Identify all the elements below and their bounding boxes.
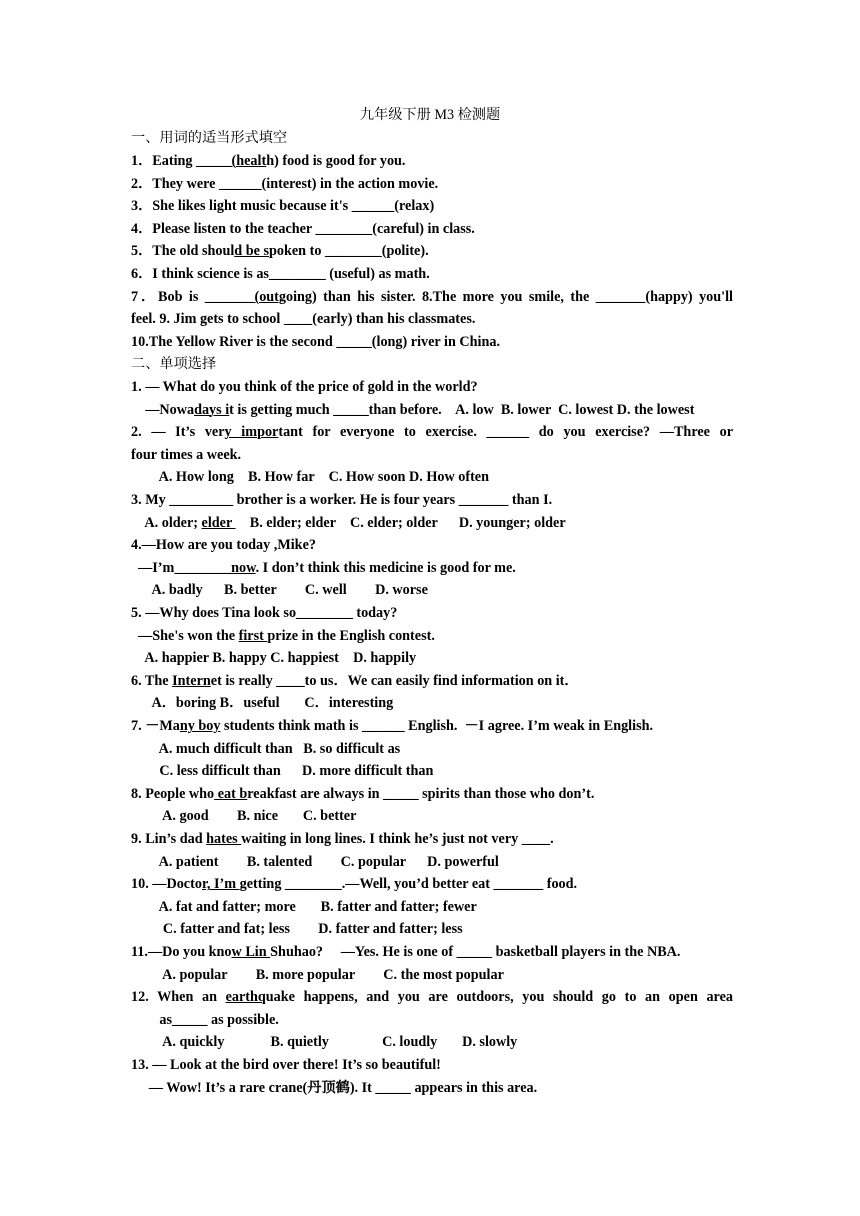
question-line: [131, 873, 733, 896]
question-line: [131, 466, 733, 489]
underlined-text: d be s: [234, 243, 269, 260]
line-text: A. quickly B. quietly C. loudly D. slowly: [131, 1034, 518, 1051]
line-text: 11.—Do you kno: [131, 944, 232, 960]
line-text: waiting in long lines. I think he’s just not very ____.: [241, 831, 554, 847]
question-line: [131, 534, 733, 557]
line-text: 10.The Yellow River is the second _____(long) river in China.: [131, 333, 501, 350]
line-text: A. patient B. talented C. popular D. powerful: [131, 853, 499, 870]
line-text: A．boring B．useful C．interesting: [131, 695, 394, 712]
document-title: 九年级下册 M3 检测题: [359, 107, 501, 123]
question-line: [131, 918, 733, 941]
line-text: 2. — It’s ver: [131, 424, 225, 441]
line-text: B. elder; elder C. elder; older D. younger; older: [235, 514, 566, 531]
line-text: h) food is good for you.: [266, 153, 406, 169]
line-text: 9. Lin’s dad: [131, 831, 207, 847]
line-text: 3．She likes light music because it's ______(relax): [131, 198, 435, 215]
line-text: A. happier B. happy C. happiest D. happily: [131, 650, 417, 667]
question-line: [131, 195, 733, 218]
line-text: —I’m______: [131, 559, 217, 576]
line-text: 6．I think science is as________ (useful) as math.: [131, 266, 430, 282]
line-text: oing) than his sister. 8.The more you smile, the _______(happy) you'll: [286, 288, 733, 305]
line-text: 12. When an: [131, 989, 226, 1006]
line-text: . I don’t think this medicine is good for me.: [255, 559, 516, 576]
question-line: [131, 1009, 733, 1032]
question-line: [131, 986, 733, 1009]
question-line: [131, 218, 733, 241]
question-line: [131, 1031, 733, 1054]
underlined-text: ny boy: [179, 718, 221, 734]
line-text: 7. －Ma: [131, 718, 180, 734]
question-line: [131, 308, 733, 331]
question-line: [131, 851, 733, 874]
line-text: getting ________.—Well, you’d better eat _______ food.: [239, 876, 578, 893]
question-line: [131, 738, 733, 761]
line-text: 8. People who: [131, 785, 215, 802]
line-text: C. fatter and fat; less D. fatter and fatter; less: [131, 921, 463, 938]
question-line: [131, 579, 733, 602]
question-line: [131, 286, 733, 309]
line-text: A. How long B. How far C. How soon D. How often: [131, 469, 489, 486]
line-text: students think math is ______ English. －I agree. I’m weak in English.: [220, 718, 654, 734]
line-text: 1. — What do you think of the price of gold in the world?: [131, 379, 478, 395]
line-text: as_____ as possible.: [131, 1011, 279, 1028]
underlined-text: r, I’m: [201, 876, 240, 893]
line-text: — Wow! It’s a rare crane(丹顶鹤). It _____ appears in this area.: [131, 1079, 538, 1096]
question-line: [131, 263, 733, 286]
question-line: [131, 828, 733, 851]
question-line: [131, 1054, 733, 1077]
line-text: feel. 9. Jim gets to school ____(early) than his classmates.: [131, 311, 476, 328]
line-text: —Nowa: [131, 401, 195, 418]
line-text: A. popular B. more popular C. the most popular: [131, 966, 504, 983]
line-text: t is getting much _____than before. A. low B. lower C. lowest D. the lowest: [229, 401, 695, 418]
question-line: [131, 557, 733, 580]
question-line: [131, 783, 733, 806]
line-text: 5. —Why does Tina look so________ today?: [131, 605, 398, 621]
line-text: poken to ________(polite).: [269, 243, 429, 260]
question-line: [131, 602, 733, 625]
question-line: [131, 896, 733, 919]
line-text: A. much difficult than B. so difficult as: [131, 740, 401, 757]
question-line: [131, 647, 733, 670]
line-text: 4．Please listen to the teacher ________(careful) in class.: [131, 220, 475, 237]
line-text: 3. My _________ brother is a worker. He is four years _______ than I.: [131, 492, 553, 508]
question-line: [131, 150, 733, 173]
question-line: [131, 399, 733, 422]
line-text: Shuhao? —Yes. He is one of _____ basketball players in the NBA.: [270, 944, 681, 960]
line-text: 5．The old shoul: [131, 243, 235, 260]
underlined-text: days i: [194, 401, 230, 418]
question-line: [131, 240, 733, 263]
underlined-text: y impor: [224, 424, 279, 441]
line-text: A. good B. nice C. better: [131, 808, 357, 825]
line-text: 10. —Docto: [131, 876, 202, 893]
line-text: —She's won the: [131, 627, 239, 644]
question-line: [131, 760, 733, 783]
underlined-text: earthq: [225, 989, 266, 1006]
question-line: [131, 625, 733, 648]
line-text: four times a week.: [131, 446, 242, 463]
line-text: 6. The: [131, 672, 173, 689]
underlined-text: w Lin: [231, 944, 271, 960]
section-heading-multiple-choice: 二、单项选择: [131, 356, 217, 372]
question-line: [131, 692, 733, 715]
underlined-text: elder: [201, 514, 236, 531]
question-line: [131, 512, 733, 535]
underlined-text: first: [238, 627, 268, 644]
line-text: uake happens, and you are outdoors, you should go to an open area: [265, 989, 733, 1006]
question-line: [131, 376, 733, 399]
line-text: tant for everyone to exercise. ______ do you exercise? —Three or: [278, 424, 733, 441]
question-line: [131, 805, 733, 828]
question-line: [131, 964, 733, 987]
line-text: A. fat and fatter; more B. fatter and fatter; fewer: [131, 898, 477, 915]
question-line: [131, 715, 733, 738]
underlined-text: Intern: [172, 672, 211, 689]
line-text: 4.—How are you today ,Mike?: [131, 537, 316, 554]
question-line: [131, 331, 733, 354]
line-text: reakfast are always in _____ spirits than those who don’t.: [247, 785, 595, 802]
line-text: et is really ____to us．We can easily find information on it．: [210, 672, 579, 689]
question-line: [131, 489, 733, 512]
line-text: A. older;: [131, 514, 202, 531]
line-text: 13. — Look at the bird over there! It’s so beautiful!: [131, 1057, 441, 1073]
line-text: 1．Eating _____: [131, 153, 232, 169]
question-line: [131, 670, 733, 693]
underlined-text: eat b: [214, 785, 248, 802]
question-line: [131, 421, 733, 444]
question-line: [131, 173, 733, 196]
question-line: [131, 444, 733, 467]
question-line: [131, 1077, 733, 1100]
section-heading-fill-in: 一、用词的适当形式填空: [131, 130, 288, 146]
line-text: C. less difficult than D. more difficult than: [131, 763, 434, 780]
question-line: [131, 941, 733, 964]
underlined-text: hates: [206, 831, 242, 847]
line-text: 2．They were ______(interest) in the action movie.: [131, 175, 439, 192]
underlined-text: (healt: [231, 153, 267, 169]
line-text: A. badly B. better C. well D. worse: [131, 582, 428, 599]
line-text: 7．Bob is ______: [131, 288, 248, 305]
line-text: prize in the English contest.: [267, 627, 435, 644]
underlined-text: __now: [216, 559, 256, 576]
underlined-text: _(outg: [247, 288, 286, 305]
